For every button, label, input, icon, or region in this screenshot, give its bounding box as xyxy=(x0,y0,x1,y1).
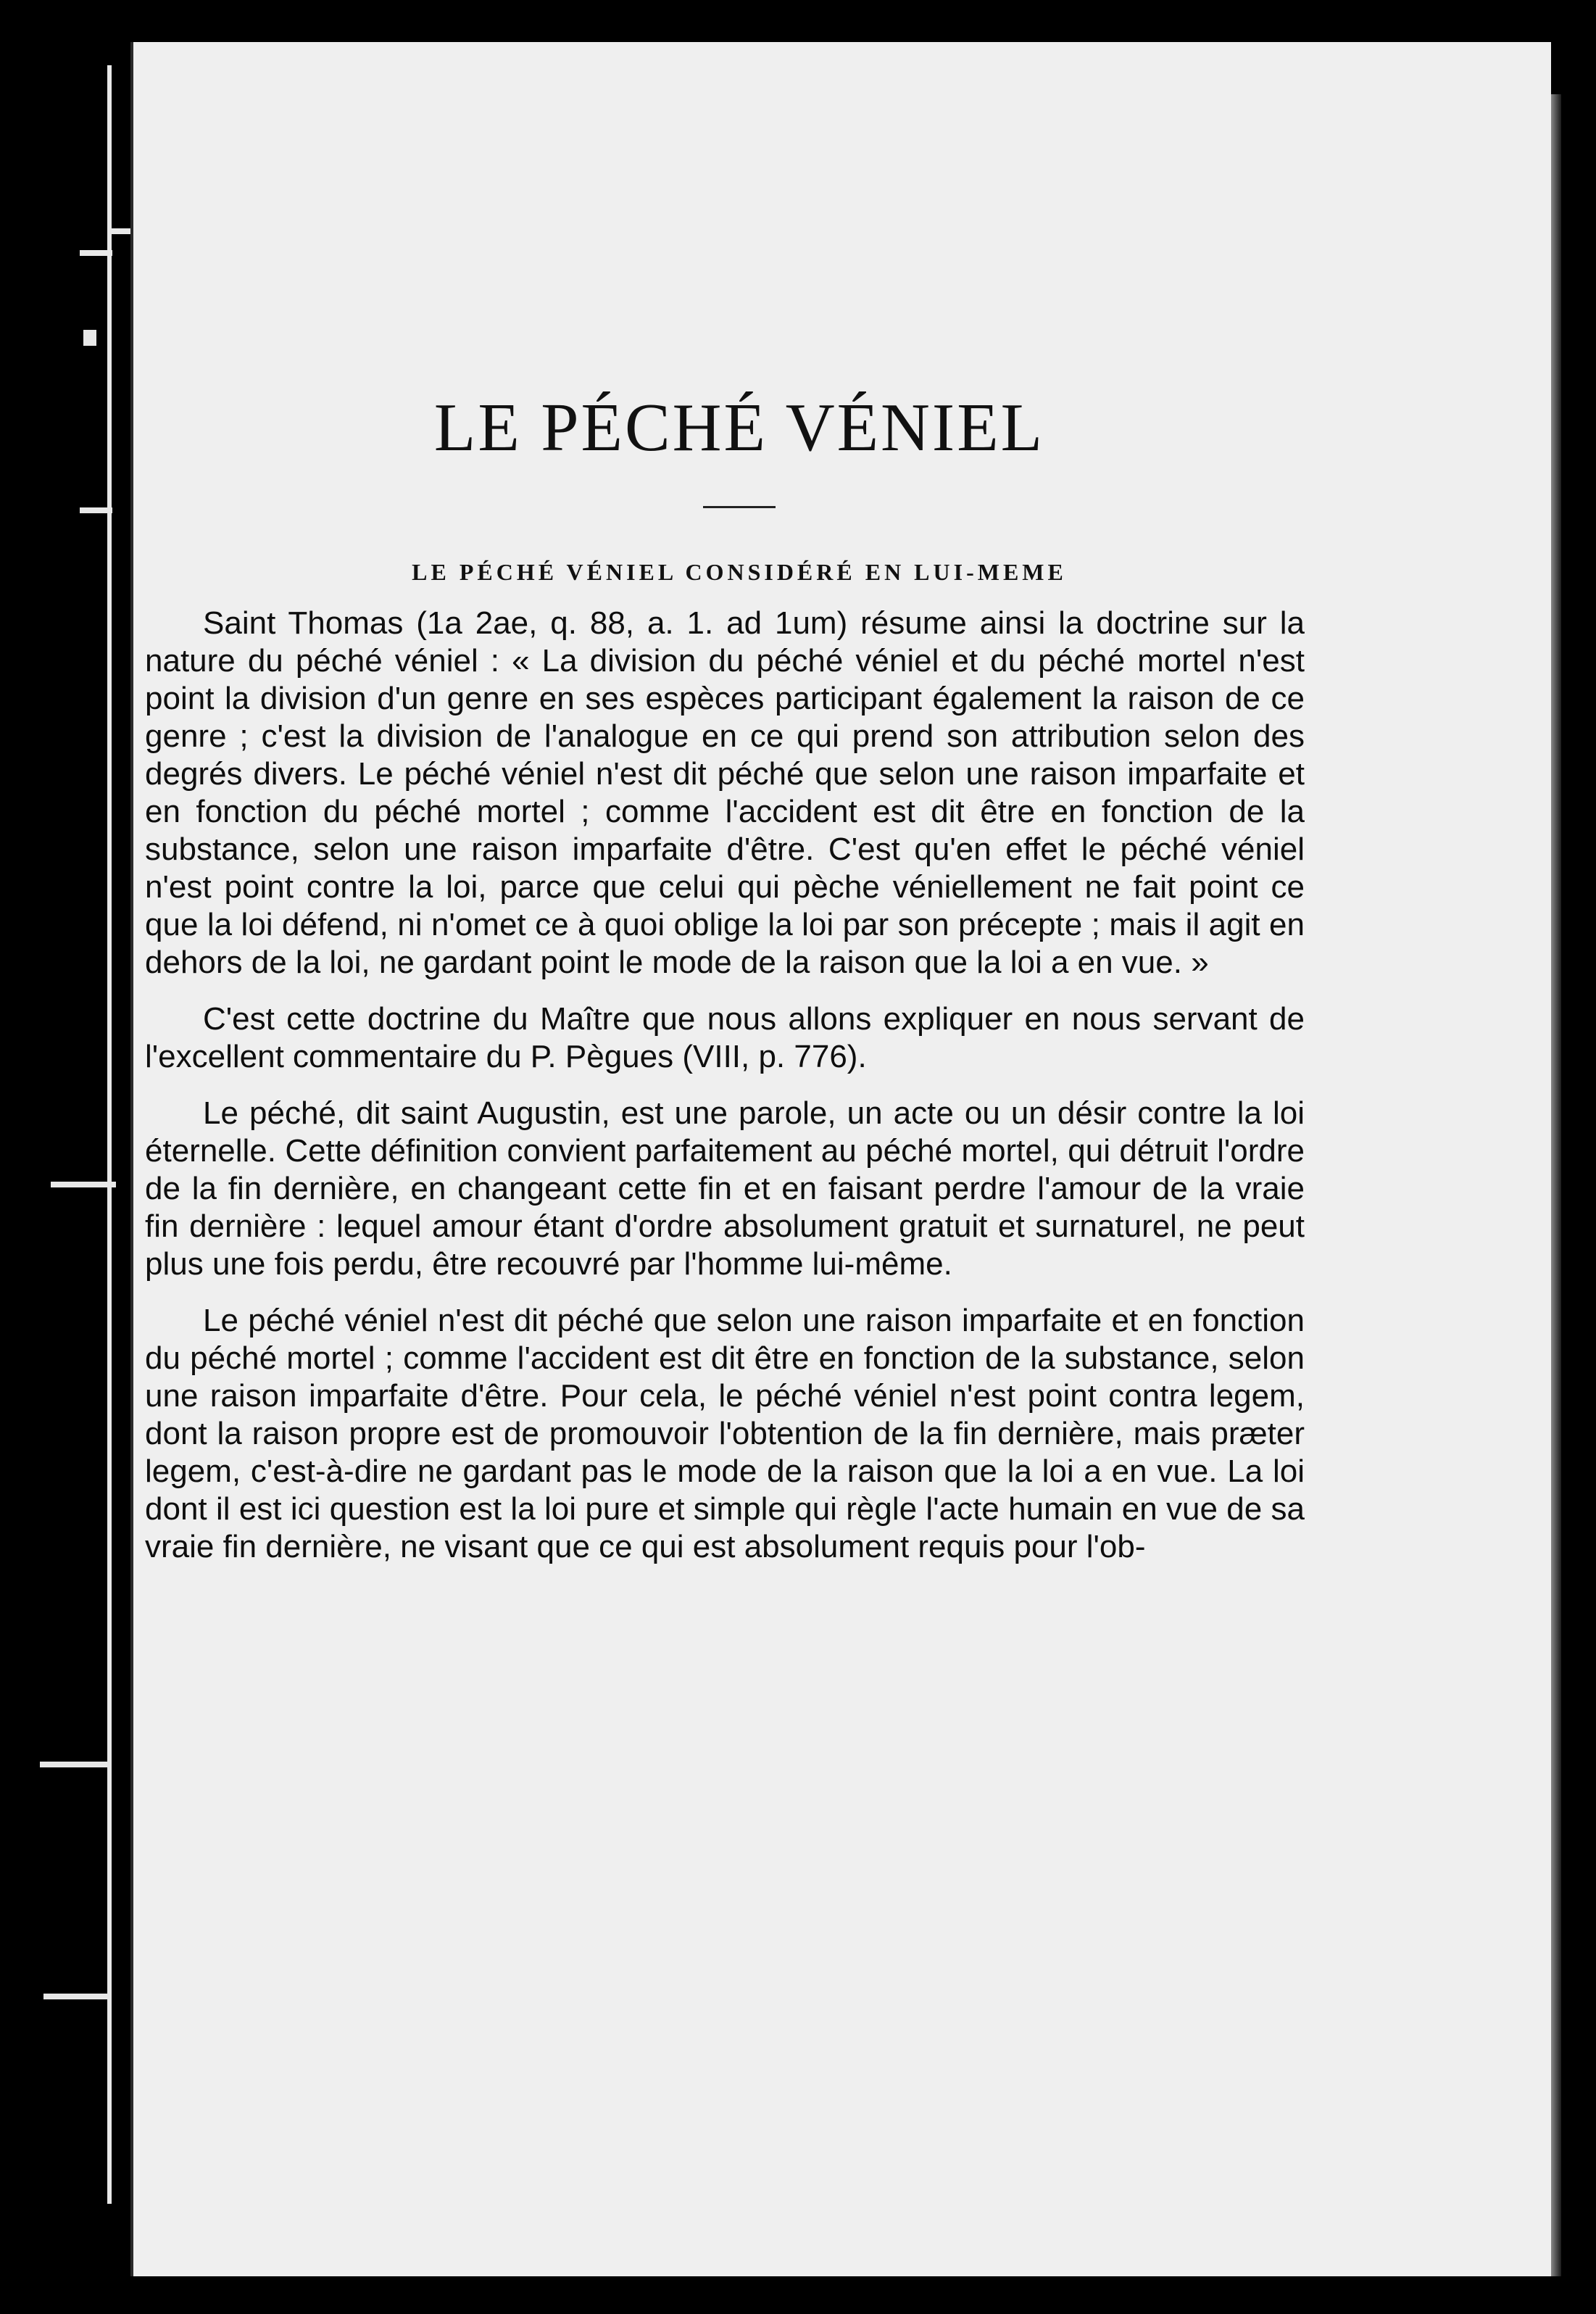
binding-mark xyxy=(80,250,112,256)
body-paragraph: C'est cette doctrine du Maître que nous allons expliquer en nous servant de l'excellent commentaire du P. Pègues (VIII, p. 776). xyxy=(145,1001,1305,1074)
binding-mark xyxy=(83,330,96,346)
section-heading: LE PÉCHÉ VÉNIEL CONSIDÉRÉ EN LUI-MEME xyxy=(412,559,1067,585)
page-content xyxy=(145,348,1305,1585)
chapter-title: LE PÉCHÉ VÉNIEL xyxy=(433,390,1045,465)
binding-edge xyxy=(107,65,112,2204)
binding-mark xyxy=(43,1994,109,1999)
body-paragraph: Le péché, dit saint Augustin, est une parole, un acte ou un désir contre la loi éternelle. Cette définition convient parfaitement au péché mortel, qui détruit l'ordre de la fin dernière, en changeant cette fin et en faisant perdre l'amour de la vraie fin dernière : lequel amour étant d'ordre absolument gratuit et surnaturel, ne peut plus une fois perdu, être recouvré par l'homme lui-même. xyxy=(145,1095,1305,1282)
title-divider xyxy=(703,506,776,508)
binding-mark xyxy=(40,1762,109,1767)
binding-mark xyxy=(51,1182,116,1187)
body-paragraph: Le péché véniel n'est dit péché que selon une raison imparfaite et en fonction du péché mortel ; comme l'accident est dit être en fonction de la substance, selon une raison imparfaite d'être. Pour cela, le péché véniel n'est point contra legem, dont la raison propre est de promouvoir l'obtention de la fin dernière, mais præter legem, c'est-à-dire ne gardant pas le mode de la raison que la loi a en vue. La loi dont il est ici question est la loi pure et simple qui règle l'acte humain en vue de sa vraie fin dernière, ne visant que ce qui est absolument requis pour l'ob- xyxy=(145,1303,1305,1564)
body-paragraph: Saint Thomas (1a 2ae, q. 88, a. 1. ad 1um) résume ainsi la doctrine sur la nature du péché véniel : « La division du péché véniel et du péché mortel n'est point la division d'un genre en ses espèces participant également la raison de ce genre ; c'est la division de l'analogue en ce qui prend son attribution selon des degrés divers. Le péché véniel n'est dit péché que selon une raison imparfaite et en fonction du péché mortel ; comme l'accident est dit être en fonction de la substance, selon une raison imparfaite d'être. C'est qu'en effet le péché véniel n'est point contre la loi, parce que celui qui pèche véniellement ne fait point ce que la loi défend, ni n'omet ce à quoi oblige la loi par son précepte ; mais il agit en dehors de la loi, ne gardant point le mode de la raison que la loi a en vue. » xyxy=(145,605,1305,980)
book-binding xyxy=(0,0,130,2314)
binding-mark xyxy=(80,507,112,513)
